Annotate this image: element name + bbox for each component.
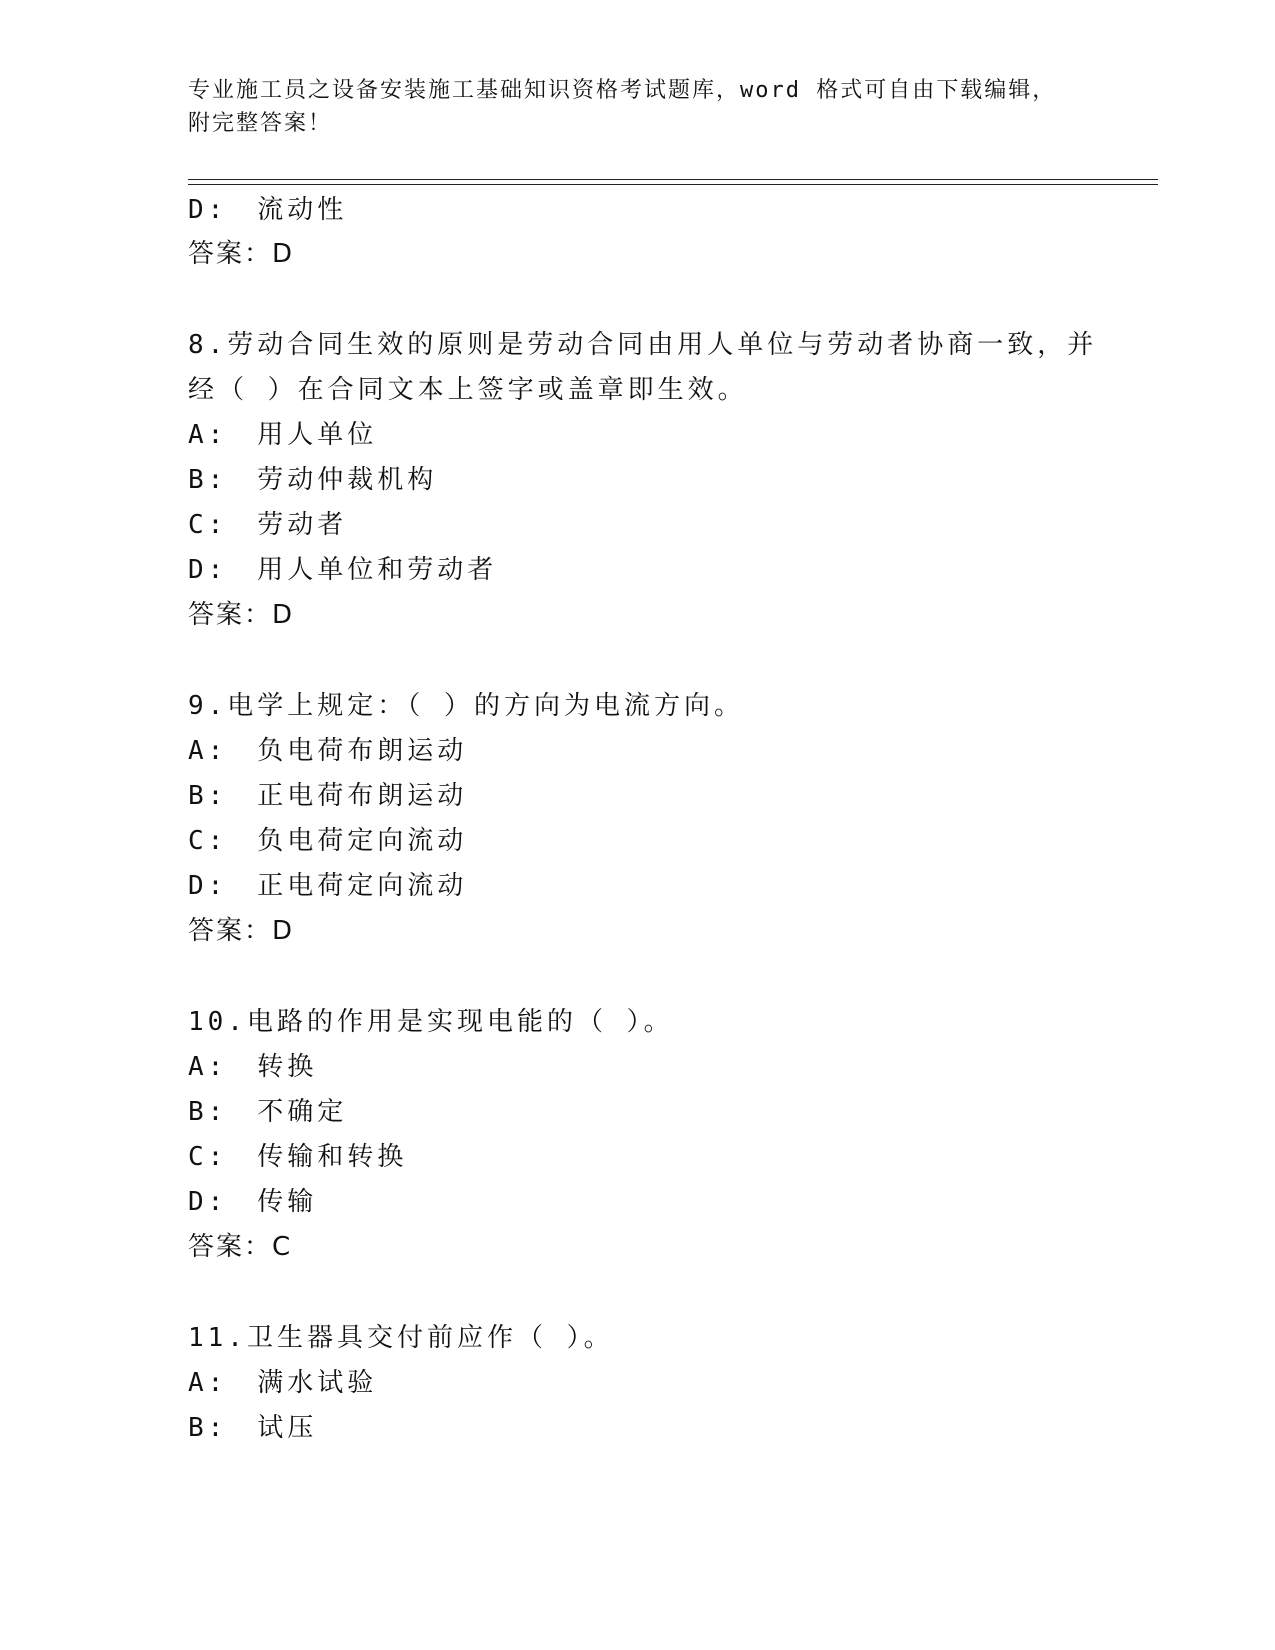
q11-option-b: B: 试压 xyxy=(188,1413,318,1443)
q11-option-a: A: 满水试验 xyxy=(188,1368,378,1398)
prev-option-d: D: 流动性 xyxy=(188,195,348,225)
q9-option-c: C: 负电荷定向流动 xyxy=(188,826,468,856)
header-divider-top xyxy=(188,179,1158,180)
q10-answer: 答案：C xyxy=(188,1232,293,1262)
q11-stem: 11.卫生器具交付前应作（ ）。 xyxy=(188,1323,614,1353)
q8-option-b: B: 劳动仲裁机构 xyxy=(188,465,438,495)
prev-answer: 答案：D xyxy=(188,239,295,269)
q8-stem-line-1: 8.劳动合同生效的原则是劳动合同由用人单位与劳动者协商一致，并 xyxy=(188,330,1098,360)
header-line-2: 附完整答案！ xyxy=(188,111,333,136)
q10-option-b: B: 不确定 xyxy=(188,1097,348,1127)
q10-option-a: A: 转换 xyxy=(188,1052,318,1082)
q9-option-a: A: 负电荷布朗运动 xyxy=(188,736,468,766)
q8-option-a: A: 用人单位 xyxy=(188,420,378,450)
q9-option-d: D: 正电荷定向流动 xyxy=(188,871,468,901)
q8-answer: 答案：D xyxy=(188,600,295,630)
q9-option-b: B: 正电荷布朗运动 xyxy=(188,781,468,811)
q8-option-c: C: 劳动者 xyxy=(188,510,348,540)
q9-answer: 答案：D xyxy=(188,916,295,946)
header-line-1: 专业施工员之设备安装施工基础知识资格考试题库，word 格式可自由下载编辑， xyxy=(188,78,1057,103)
document-header xyxy=(188,74,1088,140)
q8-stem-line-2: 经（ ）在合同文本上签字或盖章即生效。 xyxy=(188,375,748,405)
q10-option-c: C: 传输和转换 xyxy=(188,1142,408,1172)
q10-option-d: D: 传输 xyxy=(188,1187,318,1217)
q10-stem: 10.电路的作用是实现电能的（ ）。 xyxy=(188,1007,674,1037)
q9-stem: 9.电学上规定：（ ）的方向为电流方向。 xyxy=(188,691,744,721)
header-divider-bottom xyxy=(188,184,1158,185)
q8-option-d: D: 用人单位和劳动者 xyxy=(188,555,498,585)
